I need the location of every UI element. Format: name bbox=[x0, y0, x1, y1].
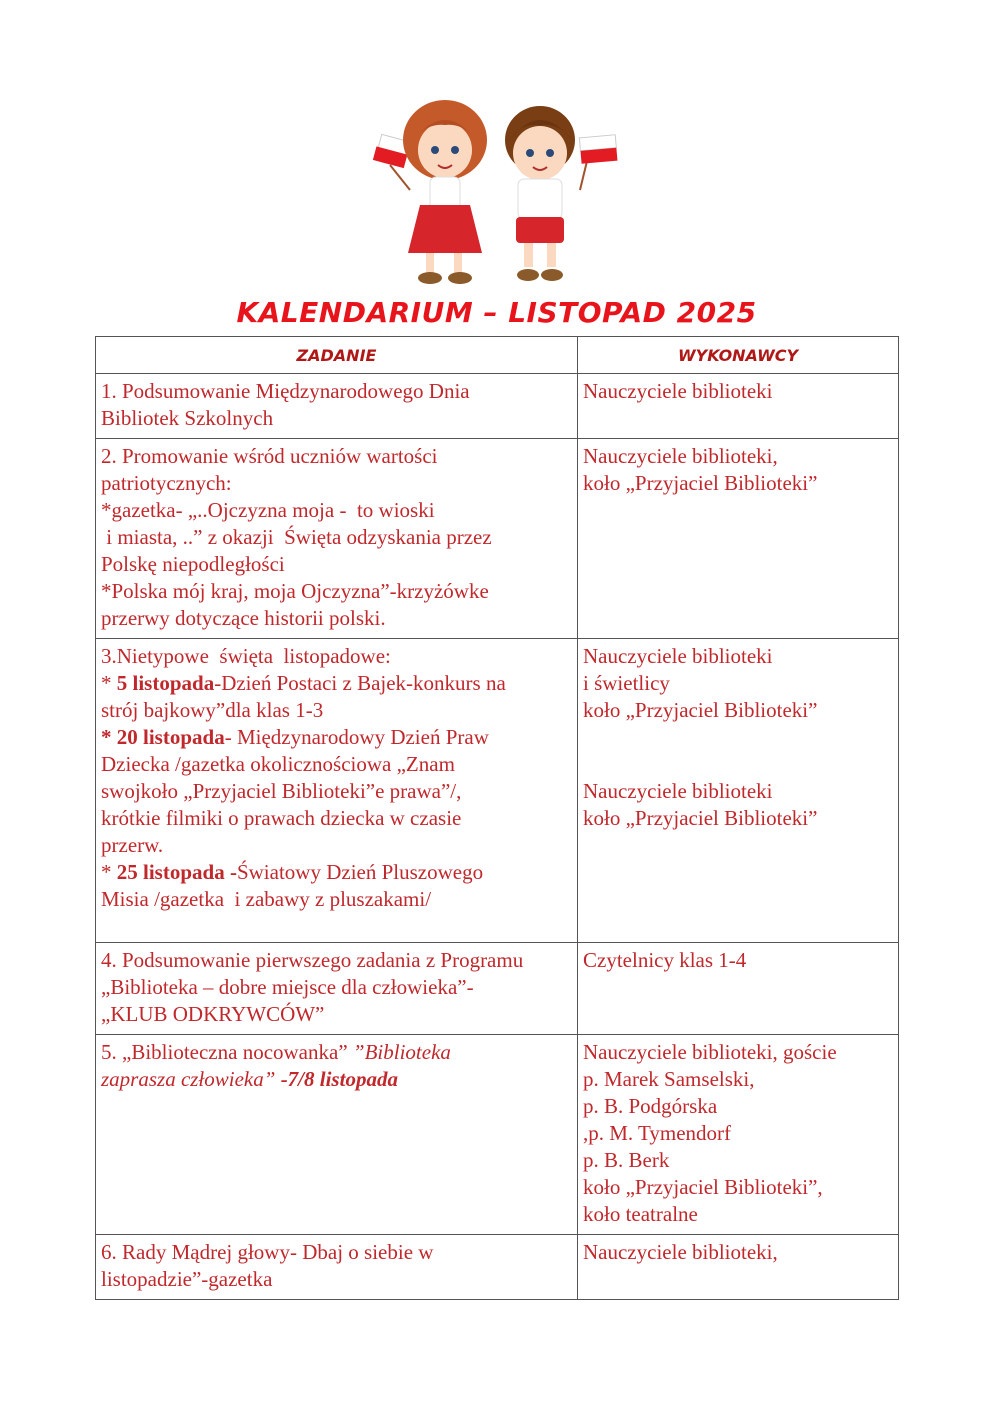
who-line: Nauczyciele biblioteki, bbox=[583, 444, 778, 468]
who-line: koło „Przyjaciel Biblioteki” bbox=[583, 471, 818, 495]
who-cell bbox=[578, 639, 899, 943]
task-line: strój bajkowy”dla klas 1-3 bbox=[101, 698, 324, 722]
task-cell bbox=[96, 1035, 578, 1235]
table-row bbox=[96, 943, 899, 1035]
calendar-table bbox=[95, 336, 899, 1300]
text-run: Światowy Dzień Pluszowego bbox=[236, 860, 484, 884]
table-row bbox=[96, 1035, 899, 1235]
date-label: 25 listopada bbox=[116, 860, 225, 884]
who-line: koło „Przyjaciel Biblioteki” bbox=[583, 698, 818, 722]
header-who: WYKONAWCY bbox=[578, 337, 899, 374]
text-run: * bbox=[101, 671, 117, 695]
task-cell bbox=[96, 1235, 578, 1300]
who-line: koło „Przyjaciel Biblioteki”, bbox=[583, 1175, 823, 1199]
task-line: 2. Promowanie wśród uczniów wartości bbox=[101, 444, 438, 468]
text-run: * bbox=[101, 860, 117, 884]
header-task: ZADANIE bbox=[96, 337, 578, 374]
task-line: Polskę niepodległości bbox=[101, 552, 285, 576]
task-line bbox=[101, 670, 572, 697]
who-line: p. Marek Samselski, bbox=[583, 1067, 755, 1091]
table-row bbox=[96, 639, 899, 943]
task-cell bbox=[96, 374, 578, 439]
who-line: koło „Przyjaciel Biblioteki” bbox=[583, 806, 818, 830]
task-line bbox=[101, 1039, 572, 1066]
text-run: ”Biblioteka bbox=[352, 1040, 451, 1064]
who-cell bbox=[578, 943, 899, 1035]
boy-figure bbox=[505, 106, 617, 281]
task-line: 6. Rady Mądrej głowy- Dbaj o siebie w bbox=[101, 1240, 434, 1264]
text-run: - Międzynarodowy Dzień Praw bbox=[224, 725, 489, 749]
page-title: KALENDARIUM – LISTOPAD 2025 bbox=[236, 296, 757, 329]
task-line: 4. Podsumowanie pierwszego zadania z Programu bbox=[101, 948, 524, 972]
table-row bbox=[96, 439, 899, 639]
task-cell bbox=[96, 439, 578, 639]
task-line: Bibliotek Szkolnych bbox=[101, 406, 274, 430]
who-cell bbox=[578, 374, 899, 439]
date-label: -7/8 listopada bbox=[275, 1067, 398, 1091]
who-line: i świetlicy bbox=[583, 671, 670, 695]
who-cell bbox=[578, 439, 899, 639]
task-line: *gazetka- „..Ojczyzna moja - to wioski bbox=[101, 498, 435, 522]
spacer bbox=[583, 724, 893, 751]
text-run: - bbox=[224, 860, 237, 884]
task-line: przerwy dotyczące historii polski. bbox=[101, 606, 386, 630]
who-line: koło teatralne bbox=[583, 1202, 698, 1226]
text-run: zaprasza człowieka” bbox=[101, 1067, 276, 1091]
task-line: listopadzie”-gazetka bbox=[101, 1267, 273, 1291]
who-cell bbox=[578, 1235, 899, 1300]
task-line: 1. Podsumowanie Międzynarodowego Dnia bbox=[101, 379, 470, 403]
task-line: i miasta, ..” z okazji Święta odzyskania przez bbox=[101, 525, 492, 549]
who-line: p. B. Berk bbox=[583, 1148, 670, 1172]
who-line: Nauczyciele biblioteki bbox=[583, 644, 773, 668]
task-line bbox=[101, 1066, 572, 1093]
task-line: krótkie filmiki o prawach dziecka w czasie bbox=[101, 806, 462, 830]
table-row bbox=[96, 1235, 899, 1300]
who-line: Nauczyciele biblioteki bbox=[583, 779, 773, 803]
task-line: „KLUB ODKRYWCÓW” bbox=[101, 1002, 325, 1026]
task-line: swojkoło „Przyjaciel Biblioteki”e prawa”/, bbox=[101, 779, 462, 803]
children-with-flags-illustration bbox=[370, 95, 620, 295]
table-header-row bbox=[96, 337, 899, 374]
task-cell bbox=[96, 943, 578, 1035]
task-cell bbox=[96, 639, 578, 943]
task-line: „Biblioteka – dobre miejsce dla człowieka”- bbox=[101, 975, 474, 999]
date-label: * 20 listopada bbox=[101, 725, 225, 749]
task-line: *Polska mój kraj, moja Ojczyzna”-krzyżówke bbox=[101, 579, 489, 603]
task-line: patriotycznych: bbox=[101, 471, 232, 495]
text-run: -Dzień Postaci z Bajek-konkurs na bbox=[214, 671, 506, 695]
spacer bbox=[583, 751, 893, 778]
task-line bbox=[101, 859, 572, 886]
table-row bbox=[96, 374, 899, 439]
task-line: Dziecka /gazetka okolicznościowa „Znam bbox=[101, 752, 455, 776]
task-line bbox=[101, 724, 572, 751]
date-label: 5 listopada bbox=[116, 671, 215, 695]
who-line: Nauczyciele biblioteki bbox=[583, 379, 773, 403]
who-line: Czytelnicy klas 1-4 bbox=[583, 948, 747, 972]
who-line: Nauczyciele biblioteki, bbox=[583, 1240, 778, 1264]
text-run: 5. „Biblioteczna nocowanka” bbox=[101, 1040, 353, 1064]
task-line: Misia /gazetka i zabawy z pluszakami/ bbox=[101, 887, 432, 911]
who-line: Nauczyciele biblioteki, goście bbox=[583, 1040, 837, 1064]
task-line: 3.Nietypowe święta listopadowe: bbox=[101, 644, 391, 668]
who-line: p. B. Podgórska bbox=[583, 1094, 718, 1118]
girl-figure bbox=[373, 100, 487, 284]
task-line: przerw. bbox=[101, 833, 164, 857]
who-cell bbox=[578, 1035, 899, 1235]
who-line: ,p. M. Tymendorf bbox=[583, 1121, 732, 1145]
